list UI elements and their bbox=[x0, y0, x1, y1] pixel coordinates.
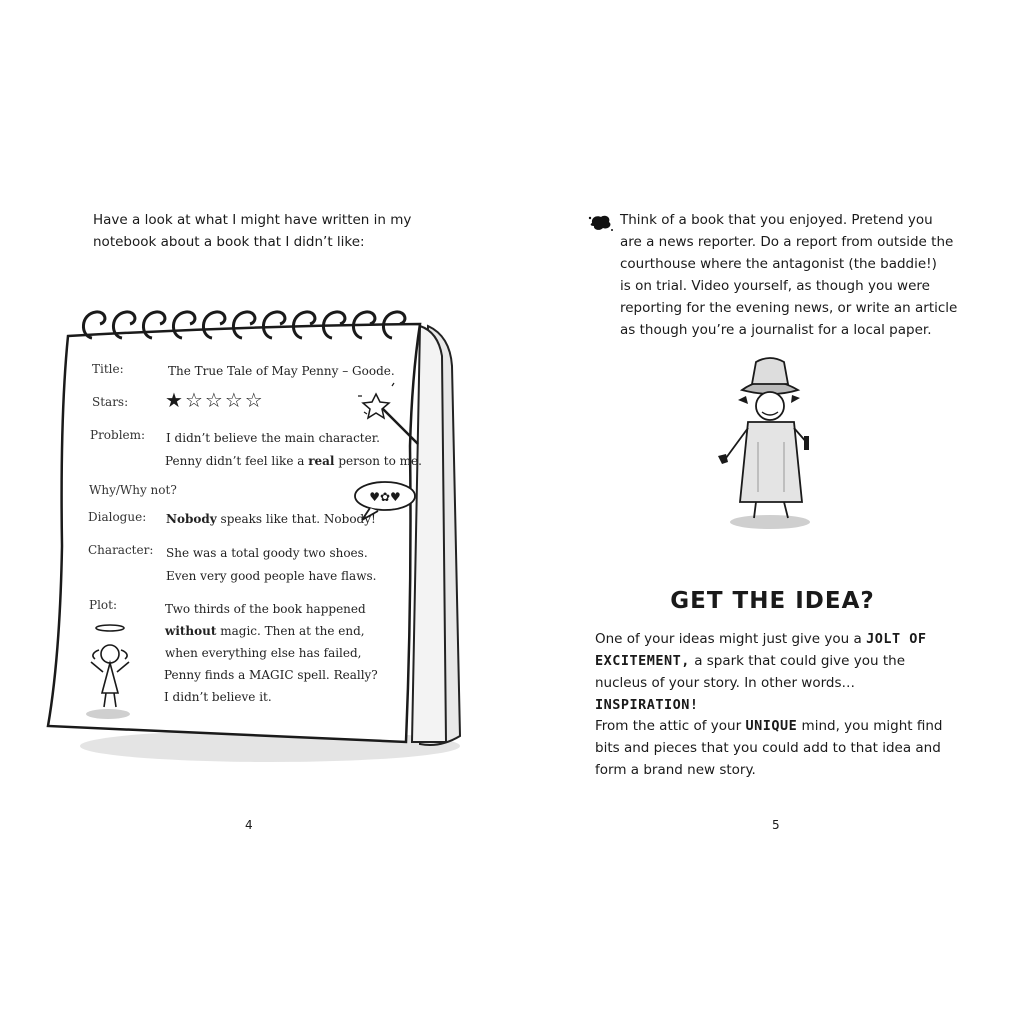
para2-line-2: bits and pieces that you could add to that idea and bbox=[595, 740, 941, 756]
why-label: Why/Why not? bbox=[89, 483, 177, 497]
para1-line-1: One of your ideas might just give you a JOLT OF bbox=[595, 631, 927, 647]
intro-line-2: notebook about a book that I didn’t like: bbox=[93, 234, 365, 250]
para2-line-1: From the attic of your UNIQUE mind, you might find bbox=[595, 718, 943, 734]
svg-text:♥✿♥: ♥✿♥ bbox=[369, 490, 401, 504]
star-filled-icon: ★ bbox=[165, 388, 185, 412]
news-reporter-illustration bbox=[712, 352, 822, 534]
dialogue-label: Dialogue: bbox=[88, 510, 147, 524]
star-empty-icon: ☆ bbox=[204, 388, 225, 412]
plot-line-1: Two thirds of the book happened bbox=[165, 602, 366, 616]
character-label: Character: bbox=[88, 543, 154, 557]
inspiration-paragraph bbox=[595, 628, 955, 716]
problem-line-2: Penny didn’t feel like a real person to me. bbox=[165, 454, 422, 468]
page-number-left: 4 bbox=[245, 818, 253, 832]
activity-line: Think of a book that you enjoyed. Pretend you bbox=[620, 212, 933, 228]
plot-line-3: when everything else has failed, bbox=[165, 646, 362, 660]
activity-line: courthouse where the antagonist (the baddie!) bbox=[620, 256, 937, 272]
star-empty-icon: ☆ bbox=[224, 388, 245, 412]
title-label: Title: bbox=[92, 362, 124, 376]
activity-line: as though you’re a journalist for a local paper. bbox=[620, 322, 932, 338]
dialogue-text: Nobody speaks like that. Nobody! bbox=[166, 512, 376, 526]
attic-paragraph bbox=[595, 715, 955, 781]
activity-line: is on trial. Video yourself, as though you were bbox=[620, 278, 930, 294]
title-value: The True Tale of May Penny – Goode. bbox=[168, 364, 395, 378]
section-heading: GET THE IDEA? bbox=[670, 588, 875, 614]
plot-line-4: Penny finds a MAGIC spell. Really? bbox=[164, 668, 378, 682]
star-empty-icon: ☆ bbox=[184, 388, 205, 412]
para1-line-3: nucleus of your story. In other words…INSPIRATION! bbox=[595, 675, 856, 713]
problem-label: Problem: bbox=[90, 428, 146, 442]
intro-text bbox=[93, 209, 423, 253]
activity-line: reporting for the evening news, or write an article bbox=[620, 300, 958, 316]
problem-line-1: I didn’t believe the main character. bbox=[166, 431, 380, 445]
stars-label: Stars: bbox=[92, 395, 129, 409]
star-empty-icon: ☆ bbox=[244, 388, 265, 412]
page-number-right: 5 bbox=[772, 818, 780, 832]
para1-line-2: EXCITEMENT, a spark that could give you the bbox=[595, 653, 906, 669]
plot-label: Plot: bbox=[89, 598, 118, 612]
para2-line-3: form a brand new story. bbox=[595, 762, 756, 778]
activity-line: are a news reporter. Do a report from outside the bbox=[620, 234, 954, 250]
plot-line-2: without magic. Then at the end, bbox=[165, 624, 365, 638]
character-line-2: Even very good people have flaws. bbox=[166, 569, 377, 583]
ink-splat-bullet-icon bbox=[588, 212, 614, 234]
plot-line-5: I didn’t believe it. bbox=[164, 690, 272, 704]
character-line-1: She was a total goody two shoes. bbox=[166, 546, 368, 560]
rating-stars bbox=[165, 388, 265, 412]
activity-text bbox=[620, 209, 960, 341]
intro-line-1: Have a look at what I might have written in my bbox=[93, 212, 412, 228]
